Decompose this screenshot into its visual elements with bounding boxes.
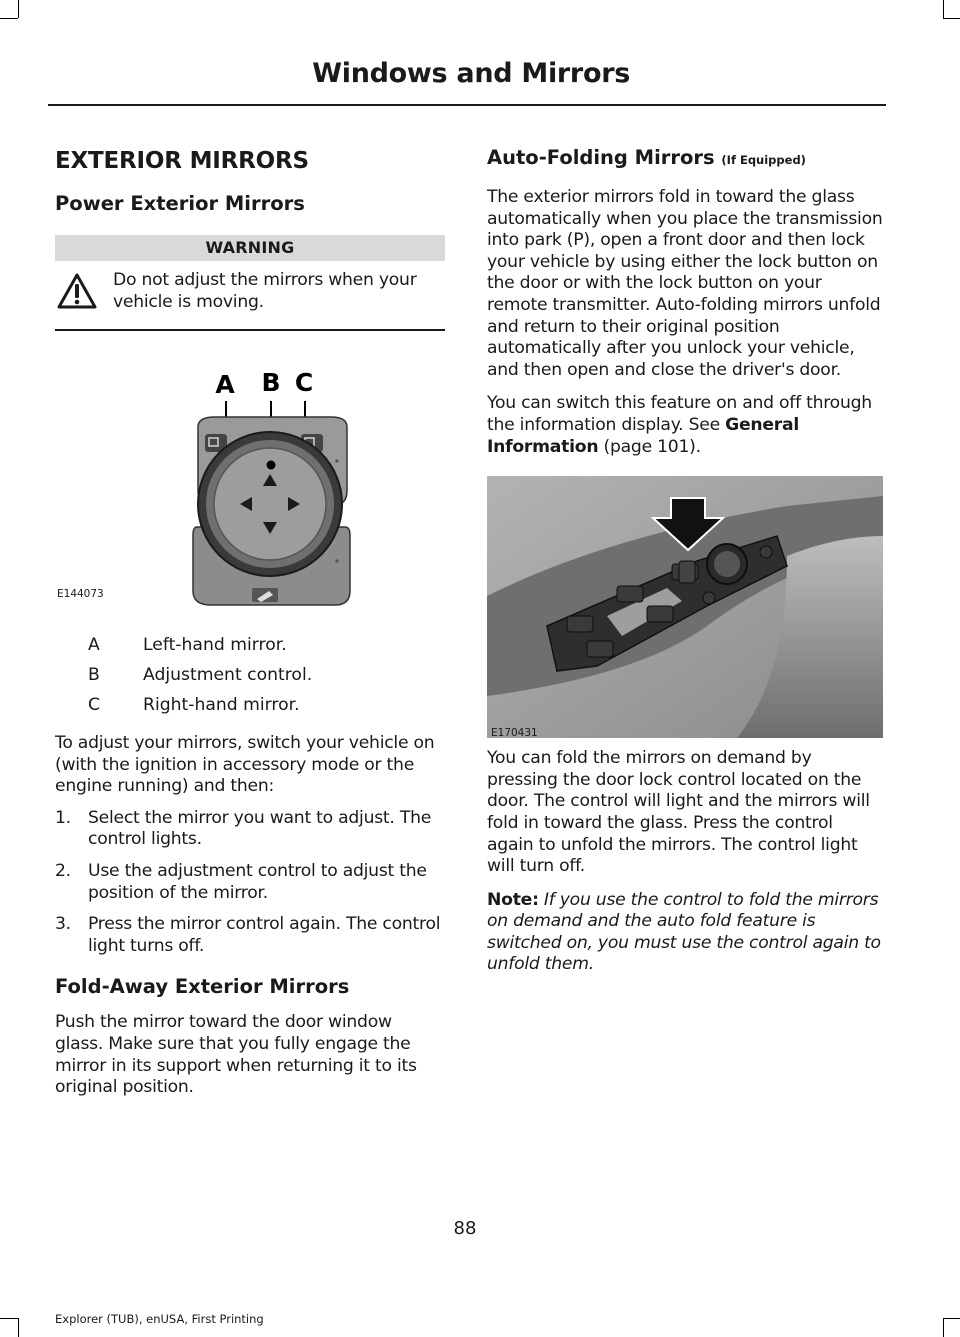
intro-paragraph: To adjust your mirrors, switch your vehicle on (with the ignition in accessory mode or the engine running) and then: — [55, 733, 435, 797]
step-text: Select the mirror you want to adjust. The control lights. — [88, 807, 432, 850]
legend-row — [55, 695, 445, 725]
step-text: Use the adjustment control to adjust the position of the mirror. — [88, 860, 427, 903]
step-number: 3. — [55, 914, 71, 935]
list-item — [55, 808, 445, 851]
crop-mark — [943, 1318, 944, 1337]
crop-mark — [0, 1318, 18, 1319]
subsection-title: Fold-Away Exterior Mirrors — [55, 975, 350, 999]
callout-a: A — [215, 370, 235, 399]
warning-heading: WARNING — [55, 235, 445, 261]
callout-b: B — [261, 368, 281, 397]
crop-mark — [18, 0, 19, 18]
mirror-control-figure — [55, 341, 445, 627]
page-reference: (page 101). — [598, 436, 701, 457]
step-number: 2. — [55, 860, 71, 881]
figure-code: E144073 — [57, 588, 104, 600]
if-equipped-label: (If Equipped) — [721, 153, 806, 167]
footer-text: Explorer (TUB), enUSA, First Printing — [55, 1312, 264, 1326]
legend-value: Left-hand mirror. — [143, 635, 287, 655]
door-control-figure — [487, 476, 883, 738]
legend-key: C — [88, 695, 101, 715]
page-header-title: Windows and Mirrors — [312, 58, 630, 89]
note-label: Note: — [487, 889, 539, 910]
legend-key: A — [88, 635, 100, 655]
step-text: Press the mirror control again. The control light turns off. — [88, 914, 441, 956]
header-divider — [48, 104, 886, 106]
step-number: 1. — [55, 807, 71, 828]
switch-paragraph-text: You can switch this feature on and off through the information display. See — [487, 393, 872, 435]
door-control-photo — [487, 476, 883, 738]
subsection-title: Power Exterior Mirrors — [55, 192, 305, 215]
crop-mark — [943, 18, 960, 19]
crop-mark — [0, 18, 18, 19]
subsection-title-text: Auto-Folding Mirrors — [487, 146, 715, 169]
cross-reference-link[interactable]: General Information — [487, 414, 799, 457]
auto-fold-paragraph: The exterior mirrors fold in toward the glass automatically when you place the transmission into park (P), open a front door and then lock your vehicle by using either the lock button on the door or with the lock button on your remote transmitter. Auto-folding mirrors unfold and return to their original position automatically after you unlock your vehicle, and then open and close the driver's door. — [487, 187, 883, 380]
note-paragraph — [487, 890, 883, 976]
steps-list — [55, 808, 445, 958]
subsection-title — [487, 146, 883, 169]
fold-paragraph: Push the mirror toward the door window glass. Make sure that you fully engage the mirror in its support when returning it to its original position. — [55, 1012, 417, 1098]
note-text: If you use the control to fold the mirrors on demand and the auto fold feature is switched on, you must use the control again to unfold them. — [487, 889, 881, 975]
list-item — [55, 861, 445, 904]
legend-row — [55, 665, 445, 695]
legend-row — [55, 635, 445, 665]
left-column — [55, 140, 445, 1099]
crop-mark — [18, 1318, 19, 1337]
warning-text: Do not adjust the mirrors when your vehicle is moving. — [113, 270, 417, 312]
callout-c: C — [294, 368, 314, 397]
switch-paragraph — [487, 393, 883, 458]
legend-value: Adjustment control. — [143, 665, 313, 685]
list-item — [55, 914, 445, 957]
warning-box — [55, 261, 445, 331]
crop-mark — [943, 0, 944, 18]
warning-triangle-icon — [57, 273, 97, 313]
mirror-control-illustration — [55, 341, 445, 627]
legend-key: B — [88, 665, 100, 685]
figure-code: E170431 — [491, 727, 538, 740]
right-column — [487, 140, 883, 976]
legend-value: Right-hand mirror. — [143, 695, 300, 715]
crop-mark — [943, 1318, 960, 1319]
legend — [55, 635, 445, 725]
section-title: EXTERIOR MIRRORS — [55, 148, 309, 174]
page-number: 88 — [453, 1218, 477, 1239]
fold-on-demand-paragraph: You can fold the mirrors on demand by pressing the door lock control located on the door. The control will light and the mirrors will fold in toward the glass. Press the control again to unfold the mirrors. The control light will turn off. — [487, 748, 870, 877]
